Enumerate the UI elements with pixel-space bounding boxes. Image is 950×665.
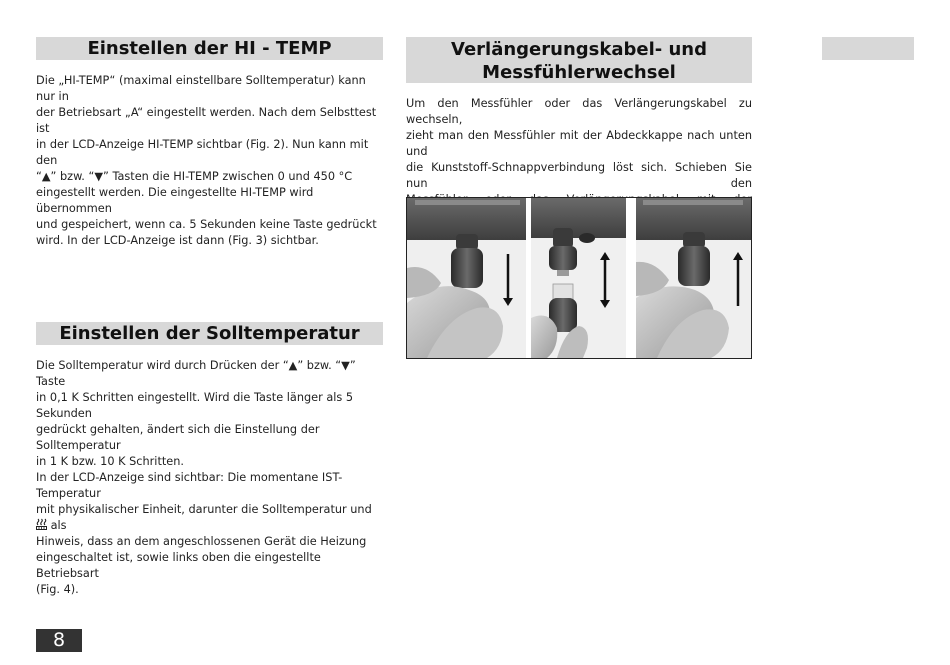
section-title-cable-line1: Verlängerungskabel- und [451, 39, 707, 60]
text-line: in 1 K bzw. 10 K Schritten. [36, 455, 185, 468]
photo-panel-3 [636, 198, 751, 358]
text-fragment: als [50, 519, 67, 532]
text-line: eingeschaltet ist, sowie links oben die eingestellte Betriebsart [36, 551, 321, 580]
text-line: in 0,1 K Schritten eingestellt. Wird die Taste länger als 5 Sekunden [36, 391, 354, 420]
text-fragment: mit physikalischer Einheit, darunter die Solltemperatur und [36, 503, 372, 516]
text-line: Die Solltemperatur wird durch Drücken der “▲” bzw. “▼” Taste [36, 359, 356, 388]
photo-strip-graphic [407, 198, 751, 358]
text-line: Die „HI-TEMP“ (maximal einstellbare Solltemperatur) kann nur in [36, 74, 366, 103]
section-title-cable-line2: Messfühlerwechsel [482, 62, 676, 83]
photo-panel-2 [531, 198, 626, 358]
text-line: die Kunststoff-Schnappverbindung löst sich. Schieben Sie nun den [406, 161, 752, 190]
text-line: Um den Messfühler oder das Verlängerungskabel zu wechseln, [406, 97, 752, 126]
text-line: (Fig. 4). [36, 583, 79, 596]
text-line: gedrückt gehalten, ändert sich die Einstellung der Solltemperatur [36, 423, 320, 452]
text-line: in der LCD-Anzeige HI-TEMP sichtbar (Fig. 2). Nun kann mit den [36, 138, 369, 167]
text-line: “▲” bzw. “▼” Tasten die HI-TEMP zwischen 0 und 450 °C [36, 170, 353, 183]
page-number: 8 [36, 629, 82, 652]
text-line: zieht man den Messfühler mit der Abdeckkappe nach unten und [406, 129, 752, 158]
text-line: Hinweis, dass an dem angeschlossenen Gerät die Heizung [36, 535, 367, 548]
probe-change-photos [406, 197, 752, 359]
heater-icon [36, 518, 47, 530]
photo-panel-1 [407, 198, 526, 358]
section-title-hi-temp: Einstellen der HI - TEMP [36, 37, 383, 60]
hi-temp-paragraph [36, 73, 386, 249]
text-line-with-icon [36, 502, 386, 534]
text-line: wird. In der LCD-Anzeige ist dann (Fig. 3) sichtbar. [36, 234, 319, 247]
text-line: der Betriebsart „A“ eingestellt werden. Nach dem Selbsttest ist [36, 106, 377, 135]
section-title-cable-change [406, 37, 752, 83]
text-line: eingestellt werden. Die eingestellte HI-TEMP wird übernommen [36, 186, 314, 215]
section-title-solltemperatur: Einstellen der Solltemperatur [36, 322, 383, 345]
margin-heading-bar [822, 37, 914, 60]
text-line: und gespeichert, wenn ca. 5 Sekunden keine Taste gedrückt [36, 218, 377, 231]
text-line: In der LCD-Anzeige sind sichtbar: Die momentane IST-Temperatur [36, 471, 343, 500]
solltemperatur-paragraph [36, 358, 386, 598]
